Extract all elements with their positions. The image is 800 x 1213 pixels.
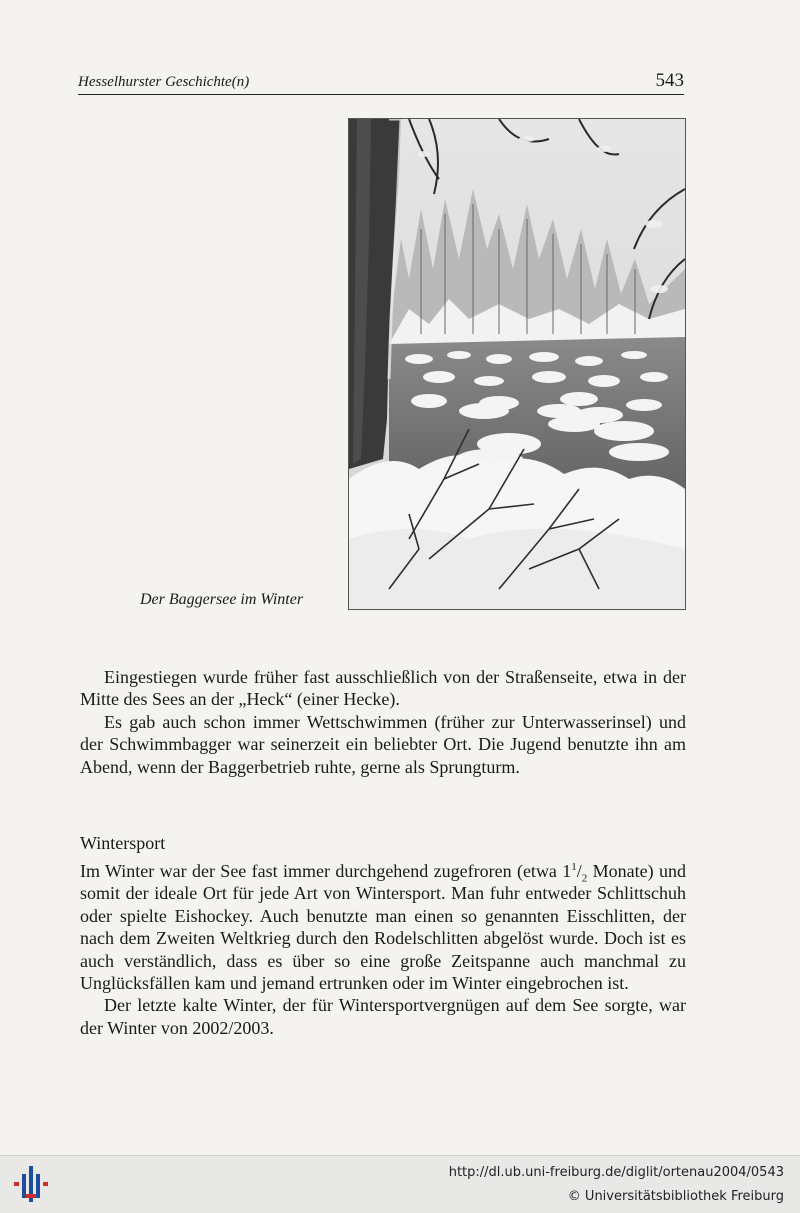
body-text-lower [80,860,686,1039]
fraction-denominator: 2 [581,872,588,885]
snow-lake-photo [348,118,686,610]
paragraph: Der letzte kalte Winter, der für Wintersportvergnügen auf dem See sorgte, war der Winter von 2002/2003. [80,995,686,1038]
figure-caption: Der Baggersee im Winter [140,591,304,608]
running-title: Hesselhurster Geschichte(n) [78,74,250,90]
paragraph: Es gab auch schon immer Wettschwimmen (früher zur Unterwasserinsel) und der Schwimmbagger war seinerzeit ein beliebter Ort. Die Jugend benutzte ihn am Abend, wenn der Baggerbetrieb ruhte, gerne als Sprungturm. [80,711,686,777]
page-footer [0,1155,800,1213]
page-header [78,70,684,95]
source-url-link[interactable]: http://dl.ub.uni-freiburg.de/diglit/ortenau2004/0543 [448,1165,784,1180]
paragraph: Im Winter war der See fast immer durchgehend zugefroren (etwa $1^1/_2$ Monate) und somit der ideale Ort für jede Art von Wintersport. Man fuhr entweder Schlittschuh oder spielte Eishockey. Auch benutzte man einen so genannten Eisschlitten, der nach dem Zweiten Weltkrieg durch den Rodelschlitten abgelöst wurde. Doch ist es auch verständlich, dass es über so eine große Zeitspanne auch manchmal zu Unglücksfällen kam und jemand ertrunken oder im Winter eingebrochen ist. [80,861,686,994]
page-number: 543 [655,70,684,91]
fraction-numerator: 1 [571,861,577,873]
paragraph: Eingestiegen wurde früher fast ausschließlich von der Straßenseite, etwa in der Mitte des Sees an der „Heck“ (einer Hecke). [80,667,686,710]
copyright-notice: © Universitätsbibliothek Freiburg [567,1189,784,1204]
section-heading: Wintersport [80,833,166,853]
body-text-upper [80,666,686,778]
ub-freiburg-logo-icon [10,1164,52,1208]
